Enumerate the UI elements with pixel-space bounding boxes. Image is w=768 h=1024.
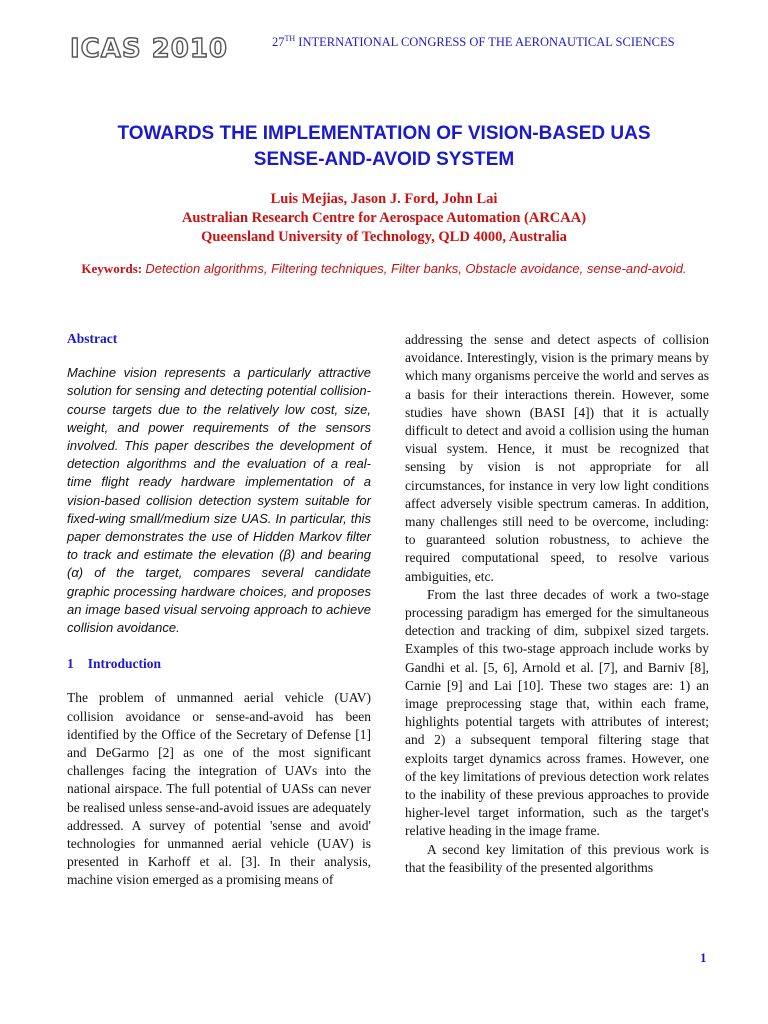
- title-line-1: TOWARDS THE IMPLEMENTATION OF VISION-BASED UAS: [117, 123, 651, 144]
- affiliation-2: Queensland University of Technology, QLD 4000, Australia: [201, 229, 567, 245]
- intro-paragraph-3: A second key limitation of this previous work is that the feasibility of the presented algorithms: [405, 841, 709, 875]
- section-heading-introduction: [67, 655, 371, 673]
- logo-text: ICAS 2010: [70, 34, 229, 64]
- authors: Luis Mejias, Jason J. Ford, John Lai: [270, 191, 498, 207]
- intro-paragraph-1: The problem of unmanned aerial vehicle (UAV) collision avoidance or sense-and-avoid has been identified by the Office of the Secretary of Defense [1] and DeGarmo [2] as one of the most significant challenges facing the integration of UAVs into the national airspace. The full potential of UASs can never be realised unless sense-and-avoid issues are adequately addressed. A survey of potential 'sense and avoid' technologies for unmanned aerial vehicle (UAV) is presented in Karhoff et al. [3]. In their analysis, machine vision emerged as a promising means of: [67, 690, 371, 888]
- intro-paragraph-2: From the last three decades of work a two-stage processing paradigm has emerged for the simultaneous detection and tracking of dim, subpixel sized targets. Examples of this two-stage approach include works by Gandhi et al. [5, 6], Arnold et al. [7], and Barniv [8], Carnie [9] and Lai [10]. These two stages are: 1) an image preprocessing stage that, within each frame, highlights potential targets with attributes of interest; and 2) a subsequent temporal filtering stage that exploits target dynamics across frames. However, one of the key limitations of previous detection work relates to the inability of these previous approaches to provide higher-level target information, such as the target's relative heading in the image frame.: [405, 586, 709, 839]
- congress-name: INTERNATIONAL CONGRESS OF THE AERONAUTICAL SCIENCES: [295, 35, 675, 50]
- abstract-text: Machine vision represents a particularly attractive solution for sensing and detecting potential collision-course targets due to the relatively low cost, size, weight, and power requirements of the sensors involved. This paper describes the development of detection algorithms and the evaluation of a real-time flight ready hardware implementation of a vision-based collision detection system suitable for fixed-wing small/medium size UAS. In particular, this paper demonstrates the use of Hidden Markov filter to track and estimate the elevation (β) and bearing (α) of the target, compares several candidate graphic processing hardware choices, and proposes an image based visual servoing approach to achieve collision avoidance.: [67, 365, 371, 636]
- paper-title: [60, 121, 708, 173]
- section-title: Introduction: [87, 656, 162, 672]
- section-number: 1: [67, 656, 74, 672]
- icas-2010-logo: [70, 34, 229, 64]
- congress-ordinal-suffix: TH: [284, 34, 296, 43]
- author-block: [60, 190, 708, 247]
- title-line-2: SENSE-AND-AVOID SYSTEM: [253, 149, 515, 170]
- congress-header: [272, 34, 675, 50]
- abstract-heading: Abstract: [67, 331, 118, 346]
- page-number: 1: [700, 950, 707, 965]
- left-column: [67, 330, 371, 890]
- keywords-label: Keywords:: [81, 261, 143, 276]
- congress-ordinal: 27: [272, 35, 285, 50]
- right-column: [405, 331, 709, 877]
- affiliation-1: Australian Research Centre for Aerospace Automation (ARCAA): [181, 210, 587, 226]
- intro-paragraph-1-continued: addressing the sense and detect aspects of collision avoidance. Interestingly, vision is the primary means by which many organisms perceive the world and serves as a basis for their interactions therein. However, some studies have shown (BASI [4]) that it is actually difficult to detect and avoid a collision using the human visual system. Hence, it must be recognized that sensing by vision is not appropriate for all circumstances, for instance in very low light conditions affect adversely visible spectrum cameras. In addition, many challenges still need to be overcome, including: to guaranteed solution robustness, to achieve the required computational speed, to resolve various ambiguities, etc.: [405, 332, 709, 584]
- keywords-list: Detection algorithms, Filtering techniques, Filter banks, Obstacle avoidance, sense-and-avoid.: [145, 261, 687, 276]
- keywords: [60, 260, 708, 278]
